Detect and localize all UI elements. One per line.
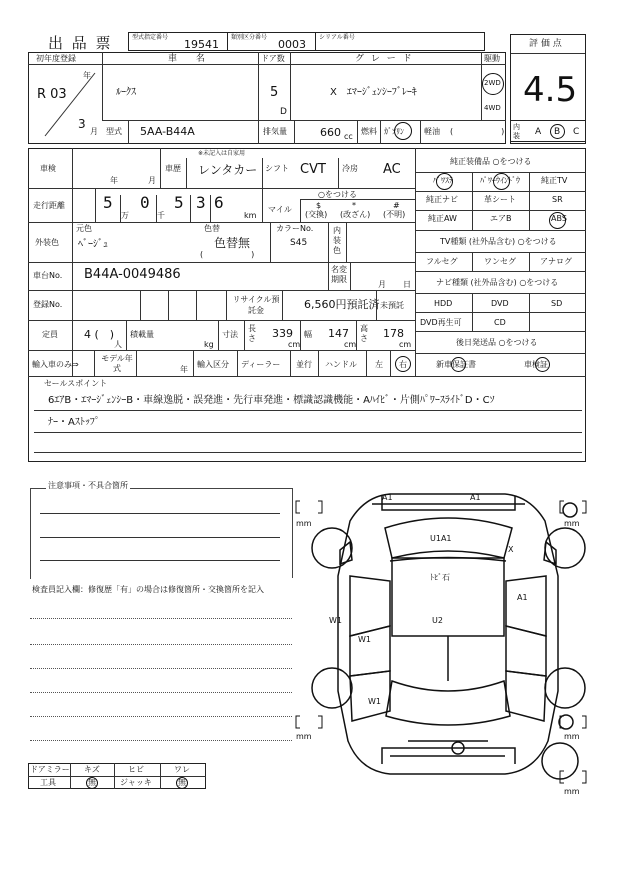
mileage-digit-2: 0 bbox=[140, 193, 150, 212]
jack-value: 無 bbox=[178, 778, 186, 787]
ac-value: AC bbox=[383, 162, 401, 177]
grade-value: X ｴﾏｰｼﾞｪﾝｼｰﾌﾞﾚｰｷ bbox=[330, 87, 417, 98]
mileage-mark-note: ○をつける bbox=[318, 190, 357, 199]
equip-aw: 純正AW bbox=[428, 214, 457, 223]
tamper-symbol: * bbox=[352, 201, 356, 210]
sales-line-1: 6ｴｱB・ｴﾏｰｼﾞｪﾝｼｰB・車線逸脱・誤発進・先行車発進・標識認識機能・Aﾊｲﾋﾞ・片側ﾊﾟﾜｰｽﾗｲﾄﾞD・Cｿ bbox=[48, 395, 495, 406]
orig-color-value: ﾍﾞｰｼﾞｭ bbox=[78, 239, 108, 250]
mm-front-left: mm bbox=[296, 519, 312, 528]
swap-symbol: $ bbox=[316, 201, 322, 210]
mileage-sen: 千 bbox=[157, 211, 165, 220]
drive-label: 駆動 bbox=[484, 54, 500, 63]
category-label: 類別区分番号 bbox=[231, 34, 268, 41]
equip-leather: 革シート bbox=[484, 195, 516, 204]
later-inspection-circle bbox=[535, 357, 550, 372]
fuel-diesel-paren: ( ) bbox=[450, 127, 505, 136]
left-label: 左 bbox=[375, 360, 383, 369]
doors-type: D bbox=[280, 107, 287, 117]
damage-a1-front-right: A1 bbox=[470, 493, 481, 502]
color-no-value: S45 bbox=[290, 238, 308, 248]
paint-value: 色替無 bbox=[214, 236, 251, 250]
paint-paren: ( ) bbox=[200, 250, 255, 259]
equip-navi: 純正ナビ bbox=[426, 195, 458, 204]
fuel-label: 燃料 bbox=[361, 127, 377, 136]
score-value: 4.5 bbox=[523, 70, 578, 110]
break-label: ワレ bbox=[174, 765, 190, 774]
capacity-label: 定員 bbox=[42, 330, 58, 339]
width-cm: cm bbox=[344, 340, 357, 349]
mm-spare: mm bbox=[564, 787, 580, 796]
interior-a: A bbox=[535, 127, 542, 137]
import-label: 輸入車のみ⇒ bbox=[32, 360, 79, 369]
later-warranty-circle bbox=[451, 357, 466, 372]
unknown-symbol: # bbox=[393, 201, 400, 210]
model-designation-label: 型式指定番号 bbox=[132, 34, 169, 41]
model-designation-box bbox=[128, 32, 228, 51]
recycle-value: 6,560円預託済 bbox=[304, 298, 380, 311]
cd-label: CD bbox=[494, 318, 506, 327]
history-value: レンタカー bbox=[198, 163, 258, 177]
dvd-playback: DVD再生可 bbox=[420, 318, 462, 327]
width-label: 幅 bbox=[304, 330, 312, 339]
length-value: 339 bbox=[272, 327, 293, 340]
interior-label: 内装 bbox=[513, 123, 520, 140]
damage-u1a1-windshield: U1A1 bbox=[430, 534, 452, 543]
equip-sunroof: SR bbox=[552, 195, 563, 204]
inspector-note: 検査員記入欄：修復歴「有」の場合は修復箇所・交換箇所を記入 bbox=[32, 585, 264, 594]
displacement-value: 660 bbox=[320, 126, 341, 139]
crack-label: ヒビ bbox=[128, 765, 144, 774]
doors-label: ドア数 bbox=[261, 54, 285, 63]
damage-stone-chip: ﾄﾋﾞ石 bbox=[430, 573, 450, 582]
damage-x-mirror: X bbox=[508, 545, 514, 554]
sales-label: セールスポイント bbox=[44, 379, 108, 388]
handle-label: ハンドル bbox=[325, 360, 357, 369]
color-no-label: カラーNo. bbox=[276, 224, 314, 233]
ac-label: 冷房 bbox=[342, 164, 358, 173]
grade-label: グ レ ー ド bbox=[355, 54, 414, 64]
tools-circle bbox=[86, 777, 98, 789]
load-kg: kg bbox=[204, 340, 214, 349]
fuel-gasoline: ｶﾞｿﾘﾝ bbox=[384, 127, 404, 136]
inspection-label: 車検 bbox=[40, 164, 56, 173]
tv-oneseg: ワンセグ bbox=[484, 257, 516, 266]
fuel-circle bbox=[394, 122, 412, 140]
exterior-label: 外装色 bbox=[35, 238, 59, 247]
car-diagram bbox=[290, 486, 620, 811]
history-note: ※未記入は自家用 bbox=[198, 150, 246, 157]
tamper-label: (改ざん) bbox=[340, 210, 371, 219]
drive-4wd: 4WD bbox=[484, 104, 501, 112]
serial-box bbox=[315, 32, 485, 51]
chassis-value: B44A-0049486 bbox=[84, 267, 181, 282]
mileage-digit-3: 5 bbox=[174, 193, 184, 212]
damage-a1-front-left: A1 bbox=[382, 493, 393, 502]
car-name-label: 車 名 bbox=[168, 54, 213, 64]
damage-w1-left-door: W1 bbox=[358, 635, 371, 644]
navi-label: ナビ種類 (社外品含む) ○をつける bbox=[436, 278, 559, 287]
dealer-label: ディーラー bbox=[241, 360, 281, 369]
length-label: 長さ bbox=[248, 324, 256, 343]
recycle-unpaid: 未預託 bbox=[380, 301, 404, 310]
type-label: 型式 bbox=[106, 127, 122, 136]
mileage-km: km bbox=[244, 211, 257, 220]
tv-fullseg: フルセグ bbox=[426, 257, 458, 266]
shift-label: シフト bbox=[265, 164, 289, 173]
type-value: 5AA-B44A bbox=[140, 125, 195, 138]
interior-b: B bbox=[554, 127, 561, 137]
paint-label: 色替 bbox=[204, 224, 220, 233]
mileage-label: 走行距離 bbox=[33, 201, 65, 210]
model-year-label: モデル年式 bbox=[101, 354, 133, 373]
category-value: 0003 bbox=[278, 38, 306, 51]
score-label: 評 価 点 bbox=[529, 39, 562, 49]
equip-tv: 純正TV bbox=[541, 176, 568, 185]
damage-u2-roof: U2 bbox=[432, 616, 443, 625]
tools-label: 工具 bbox=[40, 778, 56, 787]
sheet-title: 出 品 票 bbox=[48, 34, 113, 52]
swap-label: (交換) bbox=[305, 210, 328, 219]
equip-power-steering-circle bbox=[436, 173, 453, 190]
recycle-label: リサイクル預託金 bbox=[232, 295, 280, 315]
jack-circle bbox=[176, 777, 188, 789]
height-cm: cm bbox=[399, 340, 412, 349]
chassis-label: 車台No. bbox=[33, 271, 63, 280]
tools-value: 無 bbox=[88, 778, 96, 787]
navi-dvd: DVD bbox=[491, 299, 509, 308]
import-cat-label: 輸入区分 bbox=[197, 360, 229, 369]
later-warranty: 新車保証書 bbox=[436, 360, 476, 369]
inspection-year: 年 bbox=[110, 176, 118, 185]
mileage-digit-1: 5 bbox=[103, 193, 113, 212]
fuel-diesel: 軽油 bbox=[424, 127, 440, 136]
first-reg-year-suffix: 年 bbox=[83, 71, 91, 80]
mileage-digit-4: 3 bbox=[196, 193, 206, 212]
width-value: 147 bbox=[328, 327, 349, 340]
equip-abs: ABS bbox=[551, 214, 567, 223]
length-cm: cm bbox=[288, 340, 301, 349]
drive-2wd: 2WD bbox=[484, 79, 501, 87]
damage-a1-right-door: A1 bbox=[517, 593, 528, 602]
dims-label: 寸法 bbox=[222, 330, 238, 339]
later-label: 後日発送品 ○をつける bbox=[456, 338, 538, 347]
interior-c: C bbox=[573, 127, 580, 137]
damage-w1-left-fender: W1 bbox=[329, 616, 342, 625]
mm-front-right: mm bbox=[564, 519, 580, 528]
navi-sd: SD bbox=[551, 299, 563, 308]
notes-title: 注意事項・不具合箇所 bbox=[48, 481, 128, 490]
displacement-cc: cc bbox=[344, 132, 353, 141]
mm-rear-right: mm bbox=[564, 732, 580, 741]
navi-hdd: HDD bbox=[434, 299, 453, 308]
mile-label: マイル bbox=[268, 205, 292, 214]
load-label: 積載量 bbox=[130, 330, 154, 339]
history-label: 車歴 bbox=[165, 164, 181, 173]
model-year-unit: 年 bbox=[180, 365, 188, 374]
name-change-day: 日 bbox=[403, 280, 411, 289]
equip-airbag: エアB bbox=[490, 214, 512, 223]
scratch-label: キズ bbox=[84, 765, 100, 774]
right-label: 右 bbox=[399, 360, 407, 369]
genuine-label: 純正装備品 ○をつける bbox=[450, 157, 532, 166]
serial-label: シリアル番号 bbox=[319, 34, 355, 41]
notes-box bbox=[30, 488, 293, 579]
model-designation-value: 19541 bbox=[184, 38, 219, 51]
car-name-value: ﾙｰｸｽ bbox=[116, 87, 136, 98]
height-label: 高さ bbox=[360, 324, 368, 343]
doors-value: 5 bbox=[270, 85, 279, 100]
equip-power-window: ﾊﾟﾜｰｳｲﾝﾄﾞｳ bbox=[480, 176, 520, 185]
category-box bbox=[227, 32, 316, 51]
jack-label: ジャッキ bbox=[120, 778, 152, 787]
door-mirror-label: ドアミラー bbox=[30, 765, 70, 774]
first-reg-month: 3 bbox=[78, 117, 86, 131]
mileage-man: 万 bbox=[121, 211, 129, 220]
mm-rear-left: mm bbox=[296, 732, 312, 741]
mileage-digit-5: 6 bbox=[214, 193, 224, 212]
name-change-month: 月 bbox=[378, 280, 386, 289]
reg-no-label: 登録No. bbox=[33, 300, 63, 309]
height-value: 178 bbox=[383, 327, 404, 340]
unknown-label: (不明) bbox=[383, 210, 406, 219]
orig-color-label: 元色 bbox=[76, 224, 92, 233]
right-circle bbox=[395, 356, 411, 372]
interior-color-label: 内装色 bbox=[333, 226, 341, 255]
first-reg-label: 初年度登録 bbox=[36, 54, 76, 63]
tv-analog: アナログ bbox=[540, 257, 572, 266]
first-reg-month-suffix: 月 bbox=[90, 127, 98, 136]
capacity-unit: 人 bbox=[114, 340, 122, 349]
later-inspection-cert: 車検証 bbox=[524, 360, 548, 369]
displacement-label: 排気量 bbox=[263, 127, 287, 136]
equip-power-steering: ﾊﾟﾜｽﾃ bbox=[433, 176, 453, 185]
interior-b-circle bbox=[550, 124, 565, 139]
shift-value: CVT bbox=[300, 162, 326, 177]
equip-power-window-circle bbox=[493, 173, 510, 190]
parallel-label: 並行 bbox=[296, 360, 312, 369]
damage-w1-rear: W1 bbox=[368, 697, 381, 706]
name-change-label: 名変期限 bbox=[331, 265, 347, 284]
capacity-value: 4 ( ) bbox=[84, 328, 115, 341]
tv-label: TV種類 (社外品含む) ○をつける bbox=[440, 237, 557, 246]
first-reg-era: R 03 bbox=[37, 87, 67, 102]
equip-abs-circle bbox=[549, 212, 566, 229]
sales-line-2: ﾅｰ・Aｽﾄｯﾌﾟ bbox=[48, 417, 100, 428]
inspection-month: 月 bbox=[148, 176, 156, 185]
